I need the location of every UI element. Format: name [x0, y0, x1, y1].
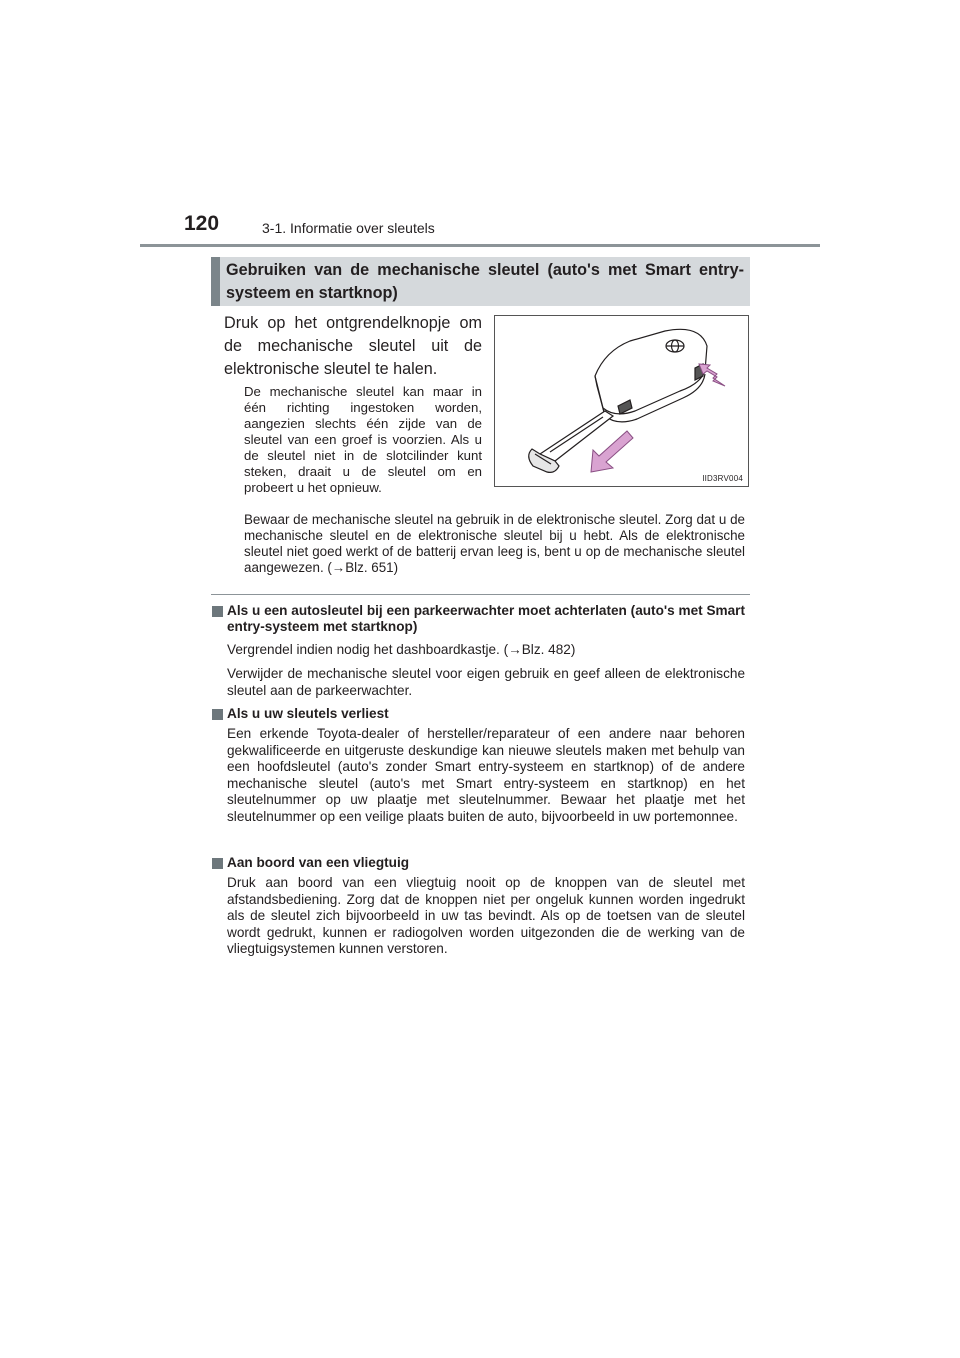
electronic-key-fob — [595, 329, 707, 422]
valet-paragraph: Vergrendel indien nodig het dashboardkastje. (→Blz. 482) — [227, 642, 576, 657]
key-drawing — [495, 316, 748, 486]
section-divider — [211, 594, 750, 595]
header-rule — [140, 244, 820, 247]
airplane-paragraph: Druk aan boord van een vliegtuig nooit op de knoppen van de sleutel met afstandsbediening. Zorg dat de knoppen niet per ongeluk kunnen worden ingedrukt als de sleutel zich bijvoorbeeld in uw tas bevindt. Als op de toetsen van de sleutel wordt gedrukt, kunnen er radiogolven worden uitgezonden die de werking van de vliegtuigsystemen kunnen verstoren. — [227, 875, 745, 956]
pull-out-arrow — [591, 431, 633, 472]
key-orientation-note: De mechanische sleutel kan maar in één richting ingestoken worden, aangezien slechts één zijde van de sleutel van een groef is voorzien. Als u de sleutel niet in de slotcilinder kunt steken, draait u de sleutel om en probeert u het opnieuw. — [244, 384, 482, 495]
storage-note: Bewaar de mechanische sleutel na gebruik in de elektronische sleutel. Zorg dat u de mechanische sleutel en de elektronische sleutel bij u hebt. Als de elektronische sleutel niet goed werkt of de batterij ervan leeg is, bent u op de mechanische sleutel aangewezen. (→Blz. 651) — [244, 512, 745, 575]
key-illustration — [494, 315, 749, 487]
section-heading: Gebruiken van de mechanische sleutel (auto's met Smart entry-systeem en startknop) — [226, 261, 744, 302]
intro-instruction: Druk op het ontgrendelknopje om de mechanische sleutel uit de elektronische sleutel te halen. — [224, 314, 482, 378]
section-label: 3-1. Informatie over sleutels — [262, 220, 435, 236]
figure-code: IID3RV004 — [702, 474, 743, 483]
lost-keys-paragraph: Een erkende Toyota-dealer of hersteller/reparateur of een andere naar behoren gekwalificeerde en uitgeruste deskundige kan nieuwe sleutels maken met behulp van een hoofdsleutel (auto's zonder Smart entry-systeem en startknop) of de andere mechanische sleutel (auto's met Smart entry-systeem en startknop) en het sleutelnummer op uw plaatje met sleutelnummer. Bewaar het plaatje met het sleutelnummer op een veilige plaats buiten de auto, bijvoorbeeld in uw portemonnee. — [227, 726, 745, 824]
valet-heading: Als u een autosleutel bij een parkeerwachter moet achterlaten (auto's met Smart entry-systeem met startknop) — [227, 603, 745, 634]
bullet-square-icon — [212, 709, 223, 720]
section-heading-box — [211, 257, 750, 306]
airplane-heading: Aan boord van een vliegtuig — [227, 855, 410, 870]
lost-keys-heading: Als u uw sleutels verliest — [227, 706, 389, 721]
page-number: 120 — [184, 212, 220, 235]
bullet-square-icon — [212, 606, 223, 617]
bullet-square-icon — [212, 858, 223, 869]
valet-paragraph: Verwijder de mechanische sleutel voor eigen gebruik en geef alleen de elektronische sleutel aan de parkeerwachter. — [227, 666, 745, 698]
